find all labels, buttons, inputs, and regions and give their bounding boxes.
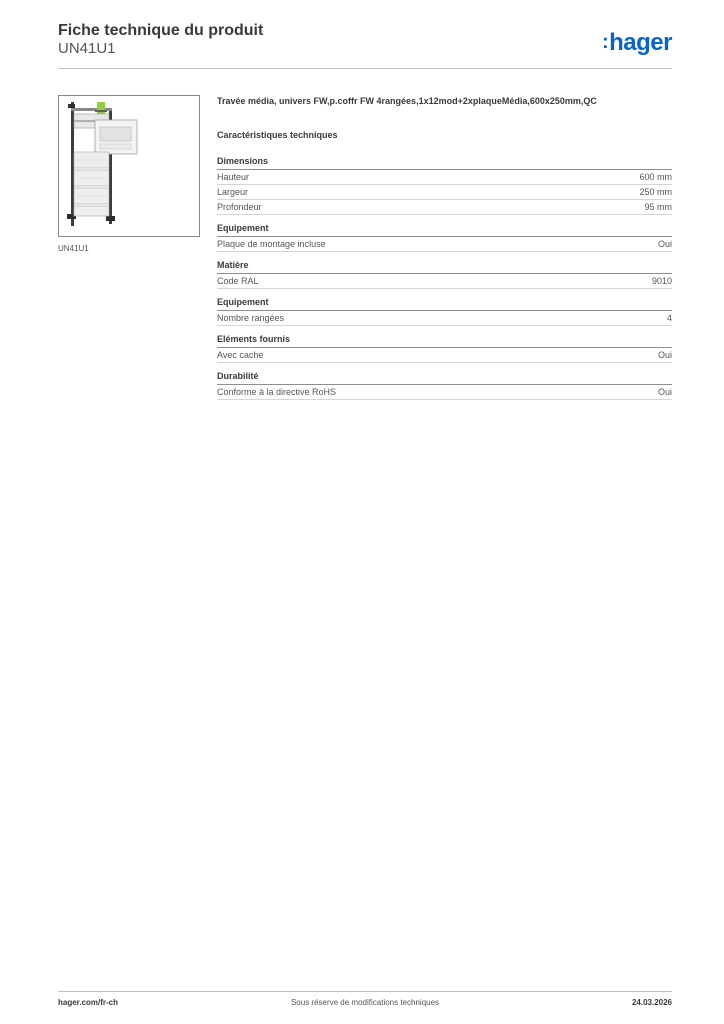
spec-group-equipment	[217, 223, 672, 252]
spec-row	[217, 237, 672, 252]
spec-label: Hauteur	[217, 172, 250, 182]
product-illustration	[59, 96, 199, 236]
spec-label: Largeur	[217, 187, 249, 197]
spec-group-title: Equipement	[217, 297, 672, 311]
page-footer	[58, 998, 672, 1010]
hager-logo: :hager	[601, 29, 672, 56]
spec-group-durability	[217, 371, 672, 400]
spec-value: 9010	[651, 276, 672, 286]
product-image	[58, 95, 200, 237]
spec-label: Code RAL	[217, 276, 259, 286]
specs-heading: Caractéristiques techniques	[217, 130, 338, 140]
spec-value: Oui	[657, 387, 672, 397]
spec-group-title: Dimensions	[217, 156, 672, 170]
product-reference: UN41U1	[58, 40, 116, 57]
spec-value: 4	[666, 313, 672, 323]
footer-divider	[58, 991, 672, 992]
logo-text: hager	[609, 29, 672, 56]
spec-row	[217, 170, 672, 185]
footer-website-link[interactable]: hager.com/fr-ch	[58, 998, 119, 1007]
spec-label: Avec cache	[217, 350, 264, 360]
spec-group-equipment-rows	[217, 297, 672, 326]
spec-label: Profondeur	[217, 202, 262, 212]
spec-value: Oui	[657, 350, 672, 360]
spec-value: Oui	[657, 239, 672, 249]
spec-row	[217, 348, 672, 363]
spec-group-title: Matière	[217, 260, 672, 274]
spec-group-dimensions	[217, 156, 672, 215]
spec-value: 600 mm	[639, 172, 672, 182]
spec-row	[217, 311, 672, 326]
spec-row	[217, 185, 672, 200]
spec-label: Plaque de montage incluse	[217, 239, 326, 249]
page-header	[58, 18, 672, 68]
spec-label: Conforme à la directive RoHS	[217, 387, 337, 397]
spec-row	[217, 274, 672, 289]
document-title: Fiche technique du produit	[58, 22, 264, 39]
spec-group-title: Eléments fournis	[217, 334, 672, 348]
spec-group-supplied-items	[217, 334, 672, 363]
spec-group-material	[217, 260, 672, 289]
spec-group-title: Durabilité	[217, 371, 672, 385]
spec-row	[217, 200, 672, 215]
image-caption: UN41U1	[58, 244, 89, 253]
footer-date: 24.03.2026	[631, 998, 672, 1007]
spec-row	[217, 385, 672, 400]
spec-label: Nombre rangées	[217, 313, 285, 323]
header-divider	[58, 68, 672, 69]
footer-disclaimer: Sous réserve de modifications techniques	[290, 998, 440, 1007]
spec-value: 250 mm	[639, 187, 672, 197]
spec-value: 95 mm	[644, 202, 672, 212]
spec-group-title: Equipement	[217, 223, 672, 237]
product-description: Travée média, univers FW,p.coffr FW 4rangées,1x12mod+2xplaqueMédia,600x250mm,QC	[217, 96, 597, 106]
product-details	[217, 96, 672, 408]
